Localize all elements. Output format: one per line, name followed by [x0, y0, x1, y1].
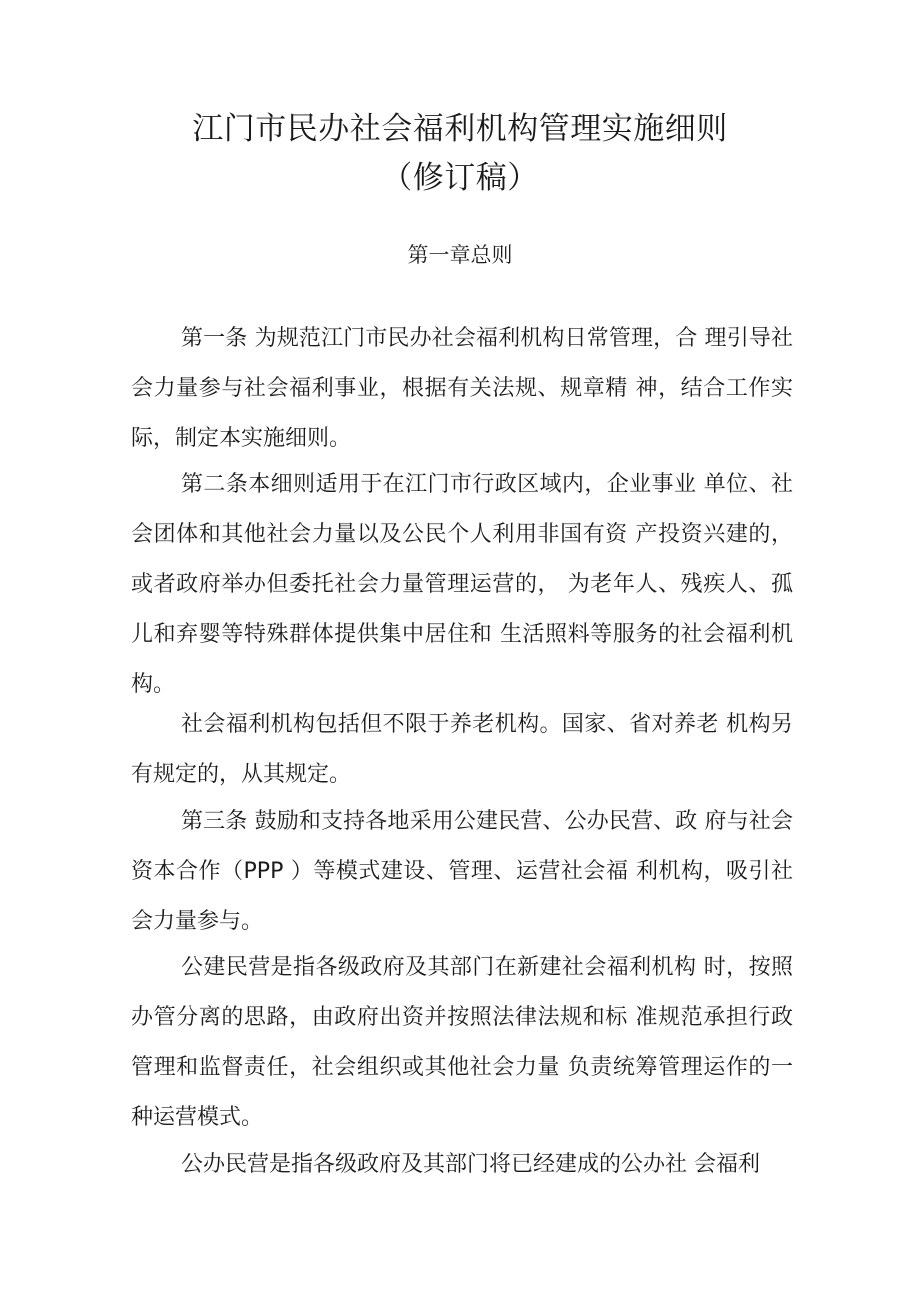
- document-title: 江门市民办社会福利机构管理实施细则: [192, 111, 728, 147]
- paragraph-article-2-note: 社会福利机构包括但不限于养老机构。国家、省对养老 机构另有规定的，从其规定。: [131, 712, 793, 787]
- paragraph-article-2: 第二条本细则适用于在江门市行政区域内，企业事业 单位、社会团体和其他社会力量以及公民个人利用非国有资 产投资兴建的，或者政府举办但委托社会力量管理运营的， 为老年人、残疾人、孤儿和弃婴等特殊群体提供集中居住和 生活照料等服务的社会福利机构。: [131, 472, 793, 697]
- paragraph-public-owned-private-run: 公办民营是指各级政府及其部门将已经建成的公办社 会福利: [181, 1152, 760, 1177]
- paragraph-public-built-private-run: 公建民营是指各级政府及其部门在新建社会福利机构 时，按照办管分离的思路，由政府出资并按照法律法规和标 准规范承担行政管理和监督责任，社会组织或其他社会力量 负责统筹管理运作的一种运营模式。: [131, 955, 793, 1130]
- document-subtitle: （修订稿）: [381, 160, 539, 196]
- paragraph-article-3: 第三条 鼓励和支持各地采用公建民营、公办民营、政 府与社会资本合作（PPP ）等模式建设、管理、运营社会福 利机构，吸引社会力量参与。: [131, 809, 793, 934]
- chapter-heading: 第一章总则: [407, 243, 513, 267]
- paragraph-article-1: 第一条 为规范江门市民办社会福利机构日常管理，合 理引导社会力量参与社会福利事业，根据有关法规、规章精 神，结合工作实际，制定本实施细则。: [131, 326, 793, 451]
